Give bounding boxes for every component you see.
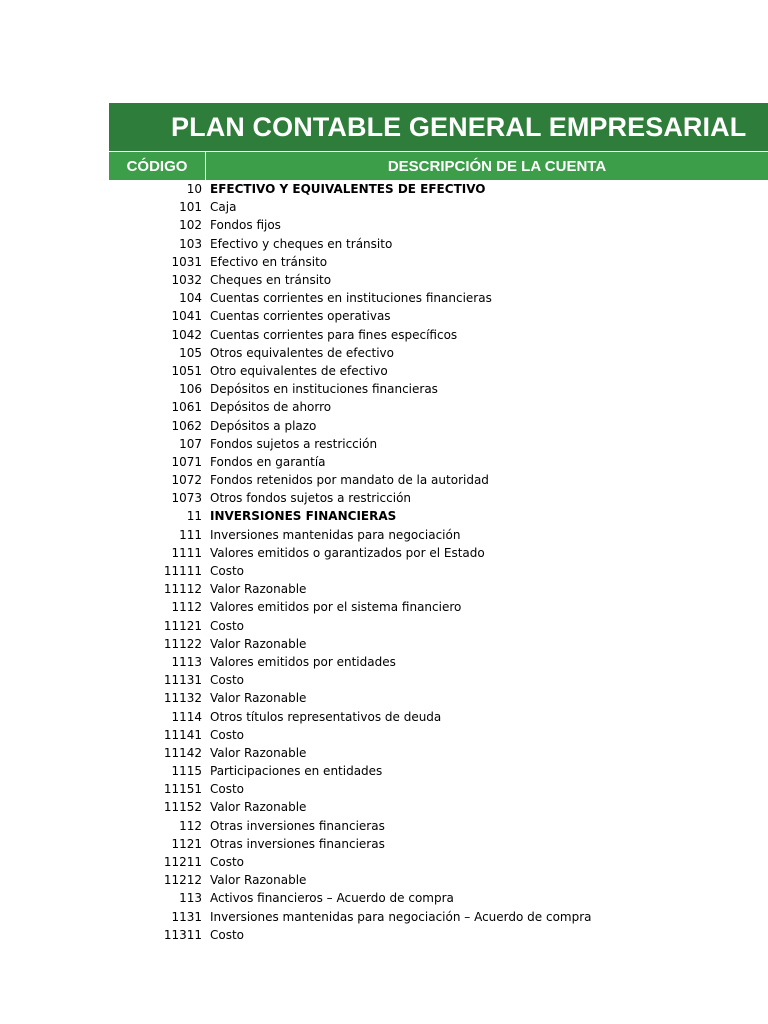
account-row bbox=[109, 598, 768, 616]
account-code: 107 bbox=[179, 436, 202, 451]
account-row bbox=[109, 871, 768, 889]
account-row bbox=[109, 489, 768, 507]
account-row bbox=[109, 762, 768, 780]
account-description: Depósitos a plazo bbox=[210, 418, 317, 433]
account-code: 1071 bbox=[171, 454, 202, 469]
account-row bbox=[109, 544, 768, 562]
account-description: Efectivo y cheques en tránsito bbox=[210, 236, 393, 251]
account-description: Participaciones en entidades bbox=[210, 764, 383, 779]
account-description: Inversiones mantenidas para negociación bbox=[210, 527, 461, 542]
account-row bbox=[109, 671, 768, 689]
account-code: 11122 bbox=[163, 636, 202, 651]
column-header-description: DESCRIPCIÓN DE LA CUENTA bbox=[387, 157, 607, 175]
account-code: 11151 bbox=[163, 782, 202, 797]
account-row bbox=[109, 253, 768, 271]
account-code: 102 bbox=[179, 218, 202, 233]
account-row bbox=[109, 926, 768, 944]
account-row bbox=[109, 326, 768, 344]
title-bar bbox=[109, 103, 768, 151]
account-row bbox=[109, 653, 768, 671]
account-code: 112 bbox=[179, 818, 202, 833]
account-code: 11152 bbox=[163, 800, 202, 815]
account-code: 1113 bbox=[171, 654, 202, 669]
account-code: 11 bbox=[186, 509, 202, 524]
account-description: Valores emitidos por entidades bbox=[210, 654, 396, 669]
account-description: Valor Razonable bbox=[210, 691, 307, 706]
account-row bbox=[109, 726, 768, 744]
account-code: 105 bbox=[179, 345, 202, 360]
account-code: 11141 bbox=[163, 727, 202, 742]
account-description: Inversiones mantenidas para negociación – Acuerdo de compra bbox=[210, 909, 592, 924]
account-row bbox=[109, 617, 768, 635]
account-description: Costo bbox=[210, 618, 245, 633]
account-code: 1114 bbox=[171, 709, 202, 724]
account-list bbox=[109, 180, 768, 944]
account-description: Costo bbox=[210, 927, 245, 942]
account-row bbox=[109, 180, 768, 198]
account-description: Otras inversiones financieras bbox=[210, 836, 385, 851]
column-header-code: CÓDIGO bbox=[109, 152, 206, 180]
account-code: 103 bbox=[179, 236, 202, 251]
account-code: 11112 bbox=[163, 582, 202, 597]
account-description: Costo bbox=[210, 564, 245, 579]
account-row bbox=[109, 271, 768, 289]
account-row bbox=[109, 853, 768, 871]
account-description: Fondos sujetos a restricción bbox=[210, 436, 378, 451]
account-row bbox=[109, 416, 768, 434]
account-row bbox=[109, 889, 768, 907]
account-code: 11121 bbox=[163, 618, 202, 633]
account-row bbox=[109, 580, 768, 598]
account-row bbox=[109, 835, 768, 853]
account-code: 1051 bbox=[171, 363, 202, 378]
account-row bbox=[109, 817, 768, 835]
account-row bbox=[109, 471, 768, 489]
account-row bbox=[109, 526, 768, 544]
account-description: INVERSIONES FINANCIERAS bbox=[210, 509, 397, 524]
account-code: 11142 bbox=[163, 745, 202, 760]
account-description: EFECTIVO Y EQUIVALENTES DE EFECTIVO bbox=[210, 182, 486, 197]
account-row bbox=[109, 435, 768, 453]
account-description: Activos financieros – Acuerdo de compra bbox=[210, 891, 454, 906]
account-description: Cuentas corrientes para fines específicos bbox=[210, 327, 458, 342]
account-description: Costo bbox=[210, 782, 245, 797]
account-description: Costo bbox=[210, 855, 245, 870]
account-description: Valor Razonable bbox=[210, 873, 307, 888]
account-description: Otro equivalentes de efectivo bbox=[210, 363, 388, 378]
account-description: Costo bbox=[210, 673, 245, 688]
account-code: 111 bbox=[179, 527, 202, 542]
account-code: 1115 bbox=[171, 764, 202, 779]
account-code: 104 bbox=[179, 291, 202, 306]
account-row bbox=[109, 707, 768, 725]
page-title: PLAN CONTABLE GENERAL EMPRESARIAL bbox=[171, 111, 747, 142]
account-code: 101 bbox=[179, 200, 202, 215]
account-plan-sheet bbox=[109, 103, 768, 944]
account-description: Otros títulos representativos de deuda bbox=[210, 709, 442, 724]
account-row bbox=[109, 344, 768, 362]
account-code: 1073 bbox=[171, 491, 202, 506]
account-description: Cheques en tránsito bbox=[210, 273, 332, 288]
account-row bbox=[109, 562, 768, 580]
account-description: Otras inversiones financieras bbox=[210, 818, 385, 833]
account-code: 11111 bbox=[163, 564, 202, 579]
account-code: 1061 bbox=[171, 400, 202, 415]
account-description: Depósitos en instituciones financieras bbox=[210, 382, 438, 397]
account-code: 10 bbox=[186, 182, 202, 197]
account-description: Efectivo en tránsito bbox=[210, 254, 328, 269]
column-header bbox=[109, 152, 768, 180]
account-row bbox=[109, 453, 768, 471]
account-description: Valor Razonable bbox=[210, 745, 307, 760]
account-description: Otros fondos sujetos a restricción bbox=[210, 491, 412, 506]
account-code: 1131 bbox=[171, 909, 202, 924]
account-code: 11211 bbox=[163, 855, 202, 870]
account-code: 1032 bbox=[171, 273, 202, 288]
account-row bbox=[109, 908, 768, 926]
account-description: Cuentas corrientes en instituciones financieras bbox=[210, 291, 492, 306]
account-row bbox=[109, 398, 768, 416]
account-row bbox=[109, 689, 768, 707]
account-description: Caja bbox=[210, 200, 237, 215]
account-description: Otros equivalentes de efectivo bbox=[210, 345, 394, 360]
account-code: 11131 bbox=[163, 673, 202, 688]
account-row bbox=[109, 216, 768, 234]
account-description: Costo bbox=[210, 727, 245, 742]
account-description: Depósitos de ahorro bbox=[210, 400, 332, 415]
account-row bbox=[109, 798, 768, 816]
account-code: 1042 bbox=[171, 327, 202, 342]
account-code: 1031 bbox=[171, 254, 202, 269]
account-code: 11311 bbox=[163, 927, 202, 942]
account-code: 113 bbox=[179, 891, 202, 906]
account-row bbox=[109, 289, 768, 307]
account-code: 11212 bbox=[163, 873, 202, 888]
account-row bbox=[109, 307, 768, 325]
account-description: Valor Razonable bbox=[210, 800, 307, 815]
account-description: Valores emitidos por el sistema financiero bbox=[210, 600, 462, 615]
account-row bbox=[109, 507, 768, 525]
account-row bbox=[109, 362, 768, 380]
account-code: 1112 bbox=[171, 600, 202, 615]
account-row bbox=[109, 235, 768, 253]
account-row bbox=[109, 780, 768, 798]
account-description: Valores emitidos o garantizados por el Estado bbox=[210, 545, 485, 560]
account-description: Valor Razonable bbox=[210, 582, 307, 597]
account-description: Fondos fijos bbox=[210, 218, 281, 233]
account-description: Cuentas corrientes operativas bbox=[210, 309, 391, 324]
account-description: Fondos retenidos por mandato de la autoridad bbox=[210, 473, 489, 488]
account-code: 1062 bbox=[171, 418, 202, 433]
account-description: Valor Razonable bbox=[210, 636, 307, 651]
account-code: 11132 bbox=[163, 691, 202, 706]
account-row bbox=[109, 380, 768, 398]
account-code: 1072 bbox=[171, 473, 202, 488]
account-description: Fondos en garantía bbox=[210, 454, 326, 469]
account-code: 1041 bbox=[171, 309, 202, 324]
account-row bbox=[109, 198, 768, 216]
account-row bbox=[109, 744, 768, 762]
account-code: 1121 bbox=[171, 836, 202, 851]
account-row bbox=[109, 635, 768, 653]
account-code: 1111 bbox=[171, 545, 202, 560]
account-code: 106 bbox=[179, 382, 202, 397]
